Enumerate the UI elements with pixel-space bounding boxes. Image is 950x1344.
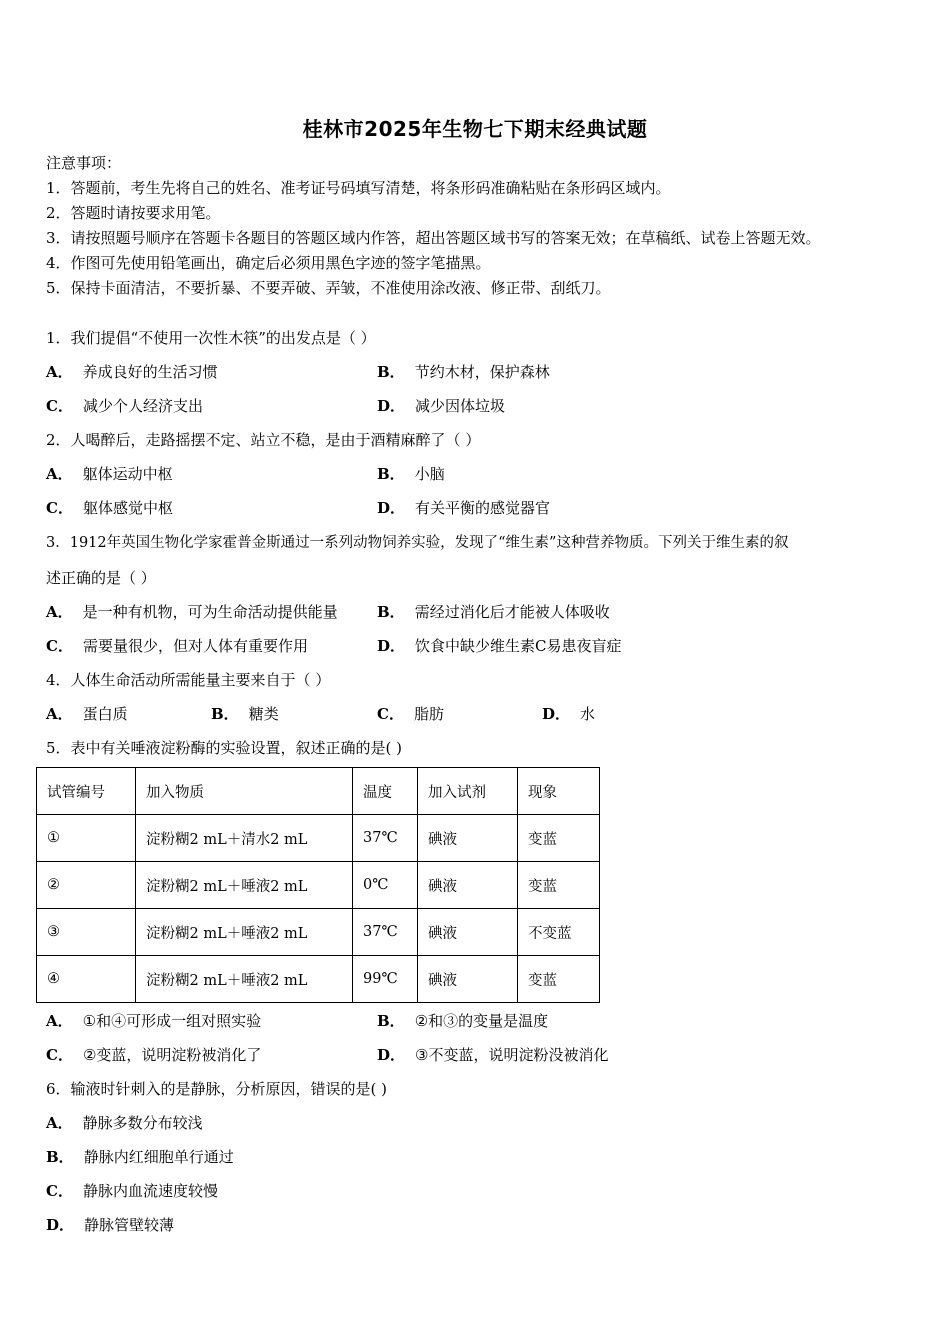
- option-letter: A．: [46, 1114, 73, 1132]
- option-d[interactable]: [377, 497, 550, 518]
- option-c[interactable]: [46, 635, 308, 656]
- option-text: 水: [580, 705, 596, 723]
- option-a[interactable]: [46, 463, 173, 484]
- table-cell: 37℃: [353, 815, 418, 862]
- option-text: 静脉内血流速度较慢: [82, 1182, 218, 1200]
- option-letter: A．: [46, 705, 73, 723]
- question-stem: 5．表中有关唾液淀粉酶的实验设置，叙述正确的是( ): [46, 739, 403, 757]
- option-text: 躯体感觉中枢: [82, 499, 173, 517]
- option-text: 小脑: [414, 465, 445, 483]
- option-d[interactable]: [377, 635, 622, 656]
- question-stem: 1．我们提倡“不使用一次性木筷”的出发点是（ ）: [46, 329, 376, 347]
- table-cell: ③: [37, 909, 136, 956]
- table-cell: 碘液: [418, 862, 518, 909]
- option-a[interactable]: [46, 601, 338, 622]
- option-letter: D．: [377, 1046, 406, 1064]
- option-a[interactable]: [46, 1010, 261, 1031]
- option-d[interactable]: [377, 1044, 608, 1065]
- option-text: 躯体运动中枢: [82, 465, 173, 483]
- option-a[interactable]: [46, 1112, 203, 1133]
- notice-item: 5．保持卡面清洁，不要折暴、不要弄破、弄皱，不准使用涂改液、修正带、刮纸刀。: [46, 279, 611, 297]
- experiment-table: [36, 767, 600, 1003]
- option-letter: C．: [46, 1046, 73, 1064]
- option-b[interactable]: [377, 1010, 548, 1031]
- option-text: 养成良好的生活习惯: [82, 363, 218, 381]
- option-text: 减少因体垃圾: [415, 397, 506, 415]
- option-a[interactable]: [46, 361, 218, 382]
- option-letter: B．: [377, 465, 405, 483]
- option-text: ①和④可形成一组对照实验: [82, 1012, 262, 1030]
- table-cell: 淀粉糊2 mL＋唾液2 mL: [136, 862, 353, 909]
- table-header-cell: 温度: [353, 768, 418, 815]
- notice-item: 4．作图可先使用铅笔画出，确定后必须用黑色字迹的签字笔描黑。: [46, 254, 491, 272]
- option-letter: B．: [377, 603, 405, 621]
- option-letter: C．: [46, 1182, 73, 1200]
- option-text: ②变蓝，说明淀粉被消化了: [82, 1046, 262, 1064]
- option-text: 静脉多数分布较浅: [82, 1114, 203, 1132]
- option-text: 有关平衡的感觉器官: [415, 499, 551, 517]
- option-text: 静脉内红细胞单行通过: [83, 1148, 234, 1166]
- table-cell: 碘液: [418, 815, 518, 862]
- option-letter: D．: [46, 1216, 75, 1234]
- option-letter: B．: [377, 1012, 405, 1030]
- question-stem-continued: 述正确的是（ ）: [46, 569, 156, 587]
- option-c[interactable]: [46, 1044, 261, 1065]
- option-text: 是一种有机物，可为生命活动提供能量: [82, 603, 338, 621]
- option-text: 糖类: [248, 705, 279, 723]
- option-letter: B．: [46, 1148, 74, 1166]
- option-b[interactable]: [377, 361, 550, 382]
- option-letter: C．: [46, 499, 73, 517]
- option-letter: A．: [46, 603, 73, 621]
- option-b[interactable]: [377, 463, 445, 484]
- table-cell: ④: [37, 956, 136, 1003]
- option-c[interactable]: [377, 703, 444, 724]
- table-row: [37, 862, 600, 909]
- table-cell: 淀粉糊2 mL＋唾液2 mL: [136, 956, 353, 1003]
- option-c[interactable]: [46, 395, 203, 416]
- table-cell: 37℃: [353, 909, 418, 956]
- table-cell: 变蓝: [518, 956, 600, 1003]
- option-letter: A．: [46, 363, 73, 381]
- option-text: 需经过消化后才能被人体吸收: [414, 603, 610, 621]
- table-header-cell: 加入物质: [136, 768, 353, 815]
- option-letter: C．: [46, 397, 73, 415]
- option-b[interactable]: [211, 703, 279, 724]
- option-text: ②和③的变量是温度: [414, 1012, 549, 1030]
- option-letter: D．: [377, 637, 406, 655]
- table-cell: 99℃: [353, 956, 418, 1003]
- notice-item: 2．答题时请按要求用笔。: [46, 204, 221, 222]
- notice-heading: 注意事项：: [46, 154, 122, 172]
- option-letter: C．: [377, 705, 404, 723]
- page-title: 桂林市2025年生物七下期末经典试题: [302, 117, 648, 141]
- table-cell: ①: [37, 815, 136, 862]
- table-cell: ②: [37, 862, 136, 909]
- notice-item: 3．请按照题号顺序在答题卡各题目的答题区域内作答，超出答题区域书写的答案无效；在草稿纸、试卷上答题无效。: [46, 229, 821, 247]
- question-stem: 3．1912年英国生物化学家霍普金斯通过一系列动物饲养实验，发现了“维生素”这种营养物质。下列关于维生素的叙: [46, 535, 789, 551]
- question-stem: 4．人体生命活动所需能量主要来自于（ ）: [46, 671, 331, 689]
- table-row: [37, 909, 600, 956]
- table-cell: 不变蓝: [518, 909, 600, 956]
- table-header-cell: 试管编号: [37, 768, 136, 815]
- option-b[interactable]: [377, 601, 610, 622]
- option-letter: A．: [46, 1012, 73, 1030]
- notice-item: 1．答题前，考生先将自己的姓名、准考证号码填写清楚，将条形码准确粘贴在条形码区域内。: [46, 179, 671, 197]
- question-stem: 2．人喝醉后，走路摇摆不定、站立不稳，是由于酒精麻醉了（ ）: [46, 431, 481, 449]
- table-header-cell: 现象: [518, 768, 600, 815]
- table-cell: 淀粉糊2 mL＋清水2 mL: [136, 815, 353, 862]
- option-text: 脂肪: [413, 705, 444, 723]
- option-letter: B．: [377, 363, 405, 381]
- table-header-cell: 加入试剂: [418, 768, 518, 815]
- option-b[interactable]: [46, 1146, 234, 1167]
- option-letter: D．: [377, 397, 406, 415]
- table-header-row: [37, 768, 600, 815]
- table-row: [37, 956, 600, 1003]
- option-d[interactable]: [377, 395, 505, 416]
- option-d[interactable]: [542, 703, 595, 724]
- option-c[interactable]: [46, 497, 173, 518]
- option-text: 节约木材，保护森林: [414, 363, 550, 381]
- option-text: 饮食中缺少维生素C易患夜盲症: [415, 637, 622, 655]
- option-letter: D．: [542, 705, 571, 723]
- table-cell: 碘液: [418, 956, 518, 1003]
- option-text: ③不变蓝，说明淀粉没被消化: [415, 1046, 609, 1064]
- option-text: 需要量很少，但对人体有重要作用: [82, 637, 308, 655]
- table-row: [37, 815, 600, 862]
- option-text: 蛋白质: [82, 705, 128, 723]
- table-cell: 淀粉糊2 mL＋唾液2 mL: [136, 909, 353, 956]
- table-cell: 碘液: [418, 909, 518, 956]
- table-cell: 变蓝: [518, 862, 600, 909]
- option-text: 静脉管壁较薄: [84, 1216, 175, 1234]
- option-letter: C．: [46, 637, 73, 655]
- question-stem: 6．输液时针刺入的是静脉，分析原因，错误的是( ): [46, 1080, 388, 1098]
- table-cell: 0℃: [353, 862, 418, 909]
- option-c[interactable]: [46, 1180, 218, 1201]
- option-letter: A．: [46, 465, 73, 483]
- option-d[interactable]: [46, 1214, 174, 1235]
- option-letter: B．: [211, 705, 239, 723]
- option-text: 减少个人经济支出: [82, 397, 203, 415]
- table-cell: 变蓝: [518, 815, 600, 862]
- option-letter: D．: [377, 499, 406, 517]
- option-a[interactable]: [46, 703, 128, 724]
